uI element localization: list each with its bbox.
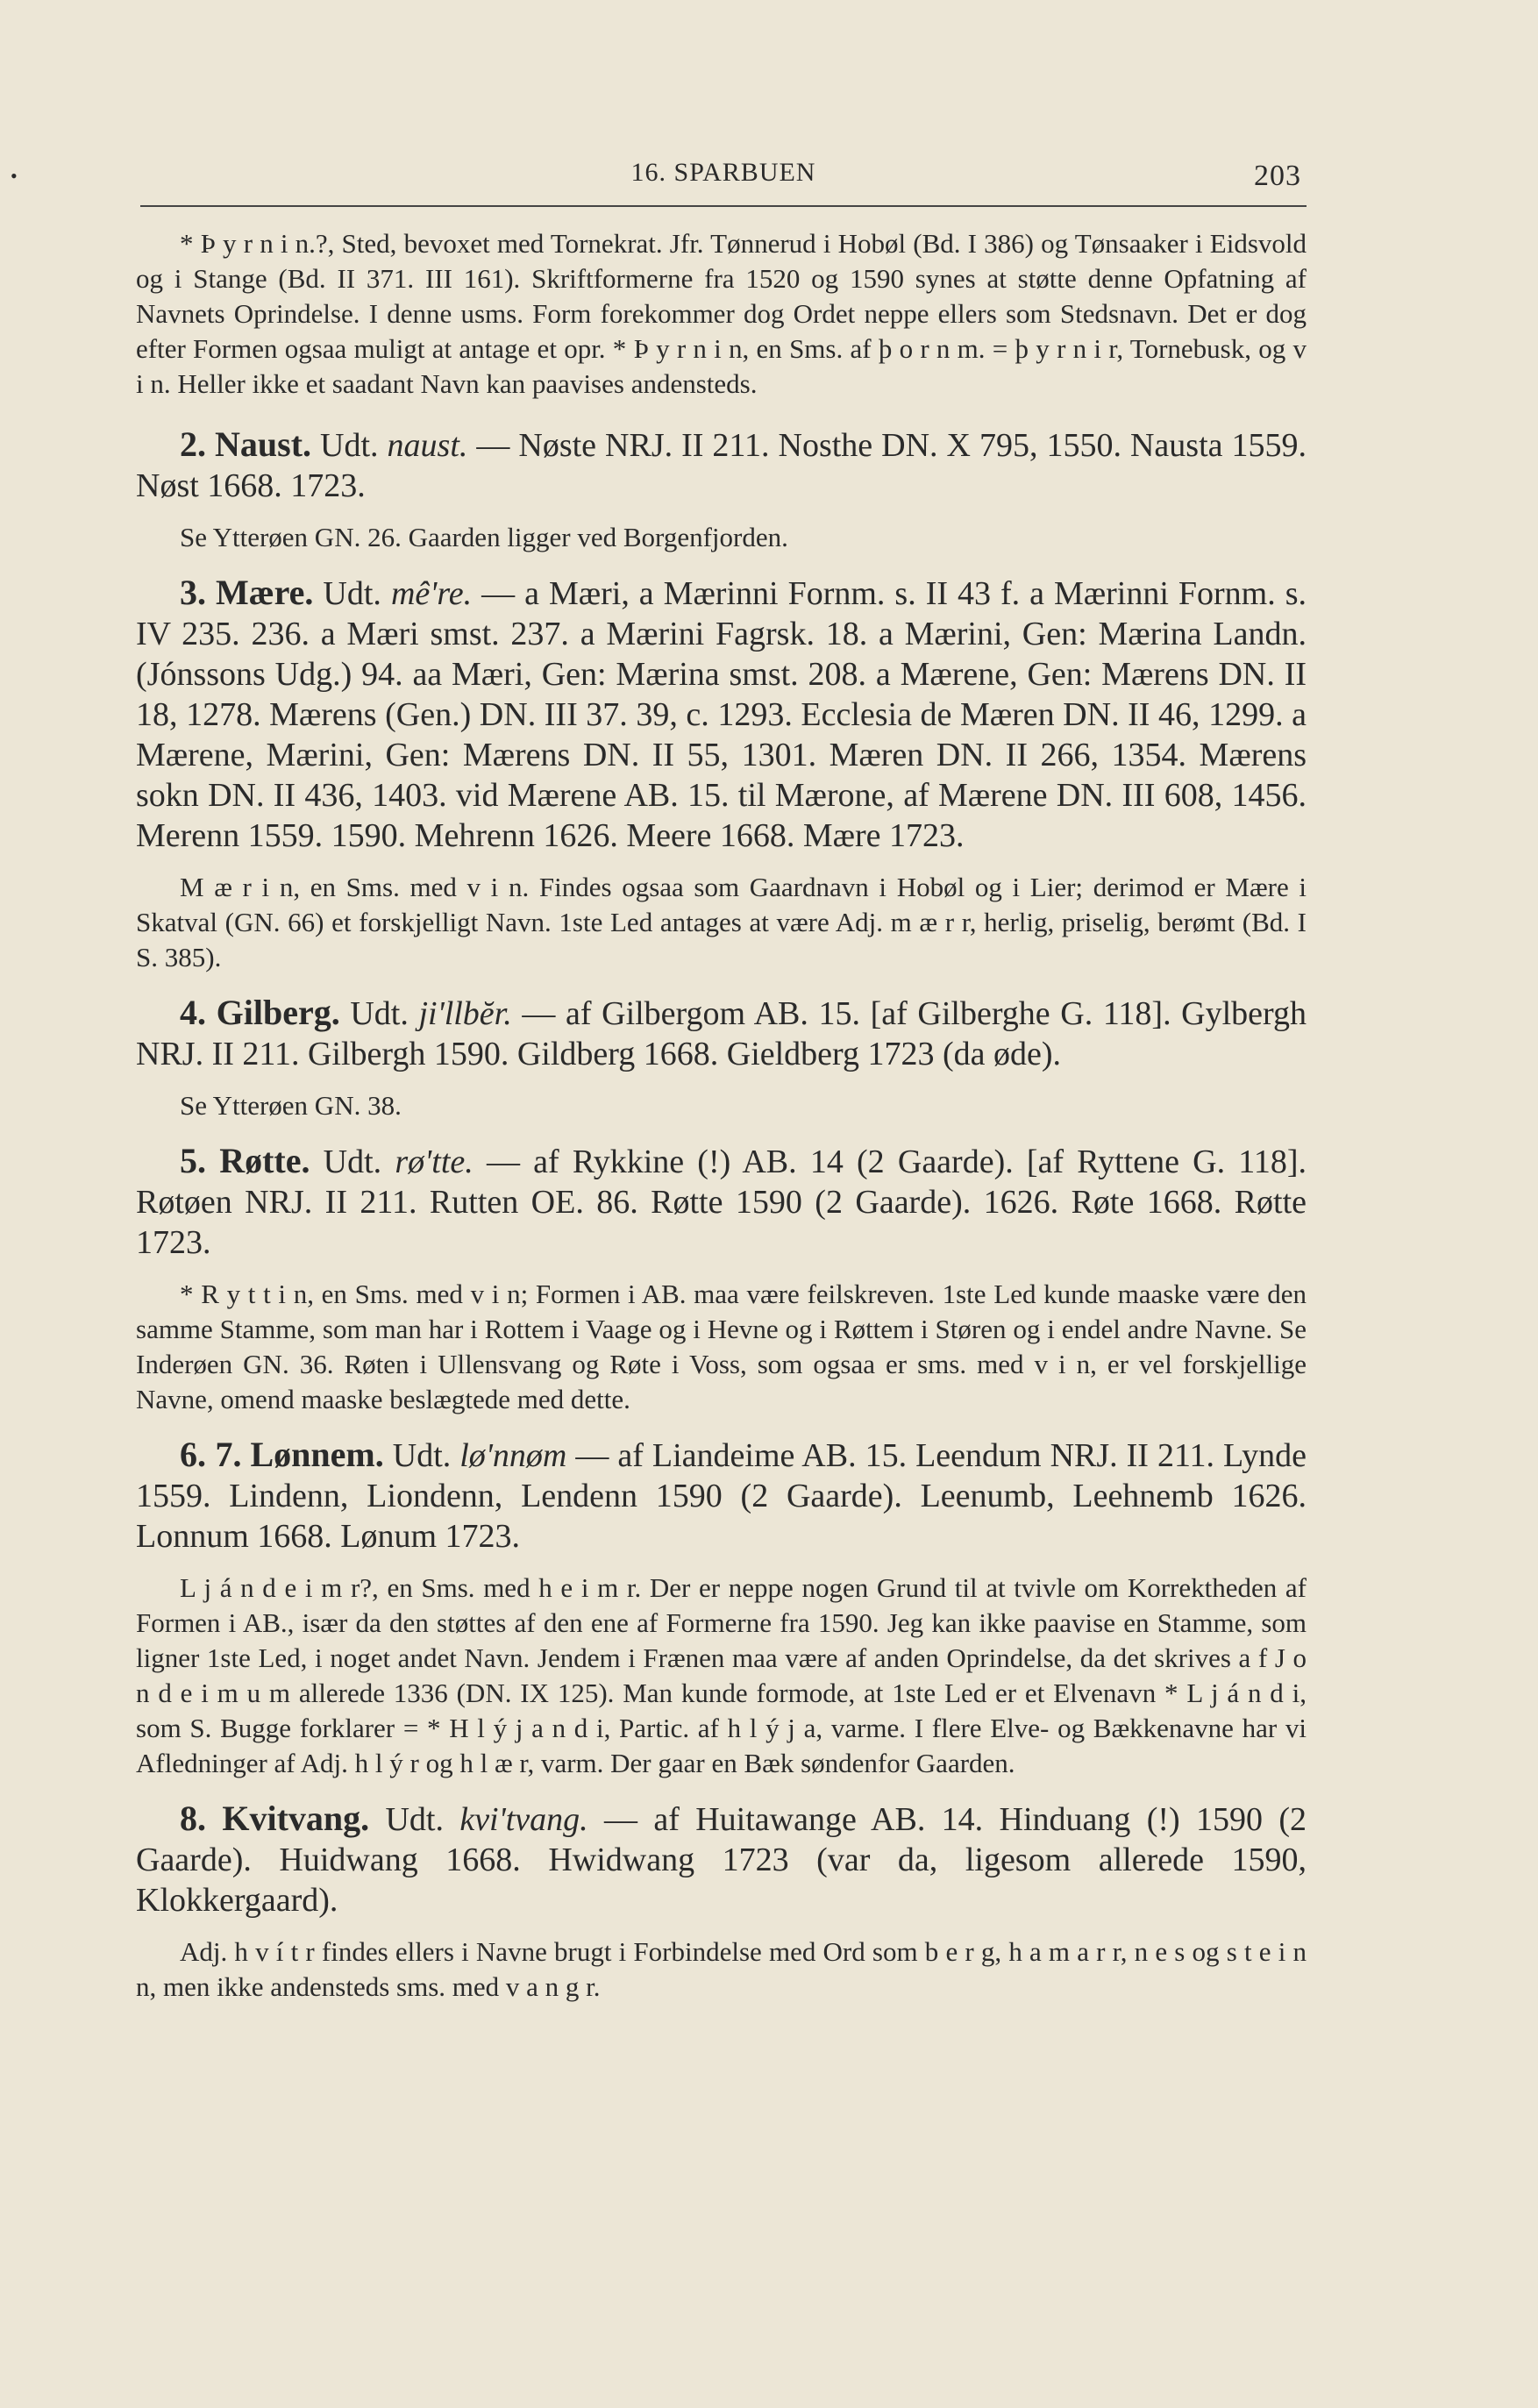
page-body — [136, 226, 1307, 2005]
entry-text: — af Gilbergom AB. 15. [af Gilberghe G. 118]. Gylbergh NRJ. II 211. Gilbergh 1590. Gildberg 1668. Gieldberg 1723 (da øde). — [136, 995, 1307, 1072]
entry-text: — af Rykkine (!) AB. 14 (2 Gaarde). [af Ryttene G. 118]. Røtøen NRJ. II 211. Rutten OE. 86. Røtte 1590 (2 Gaarde). 1626. Røte 1668. Røtte 1723. — [136, 1143, 1307, 1261]
entry-maere — [136, 573, 1307, 856]
pronunciation: lø'nnøm — [459, 1437, 567, 1474]
page-header — [140, 158, 1307, 210]
entry-name: Gilberg. — [216, 993, 340, 1032]
entry-gilberg — [136, 993, 1307, 1074]
entry-text: Udt. — [383, 1437, 460, 1474]
entry-text: — af Huitawange AB. 14. Hinduang (!) 1590 (2 Gaarde). Huidwang 1668. Hwidwang 1723 (var da, ligesom allerede 1590, Klokkergaard). — [136, 1801, 1307, 1919]
entry-number: 4. — [180, 993, 206, 1032]
entry-kvitvang — [136, 1799, 1307, 1920]
intro-note: * Þ y r n i n.?, Sted, bevoxet med Tornekrat. Jfr. Tønnerud i Hobøl (Bd. I 386) og Tønsaaker i Eidsvold og i Stange (Bd. II 371. III 161). Skriftformerne fra 1520 og 1590 synes at støtte denne Opfatning af Navnets Oprindelse. I denne usms. Form forekommer dog Ordet neppe ellers som Stedsnavn. Det er dog efter Formen ogsaa muligt at antage et opr. * Þ y r n i n, en Sms. af þ o r n m. = þ y r n i r, Tornebusk, og v i n. Heller ikke et saadant Navn kan paavises andensteds. — [136, 228, 1307, 399]
entry-number: 3. — [180, 573, 206, 612]
pronunciation: ji'llbĕr. — [418, 995, 512, 1032]
entry-name: Røtte. — [219, 1141, 310, 1180]
pronunciation: rø'tte. — [395, 1143, 474, 1180]
entry-number: 8. — [180, 1799, 206, 1838]
entry-text: Udt. — [369, 1801, 460, 1838]
pronunciation: kvi'tvang. — [459, 1801, 588, 1838]
entry-text: — Nøste NRJ. II 211. Nosthe DN. X 795, 1550. Nausta 1559. Nøst 1668. 1723. — [136, 427, 1307, 504]
entry-note: Adj. h v í t r findes ellers i Navne brugt i Forbindelse med Ord som b e r g, h a m a r r, n e s og s t e i n n, men ikke andensteds sms. med v a n g r. — [136, 1936, 1307, 2002]
entry-text: Udt. — [313, 575, 391, 612]
entry-name: Naust. — [215, 424, 312, 464]
entry-lonnem — [136, 1435, 1307, 1557]
entry-text: Udt. — [339, 995, 419, 1032]
entry-number: 5. — [180, 1141, 206, 1180]
entry-note: L j á n d e i m r?, en Sms. med h e i m r. Der er neppe nogen Grund til at tvivle om Korrektheden af Formen i AB., især da den støttes af den ene af Formerne fra 1590. Jeg kan ikke paavise en Stamme, som ligner 1ste Led, i noget andet Navn. Jendem i Frænen maa være af anden Oprindelse, da det skrives a f J o n d e i m u m allerede 1336 (DN. IX 125). Man kunde formode, at 1ste Led er et Elvenavn * L j á n d i, som S. Bugge forklarer = * H l ý j a n d i, Partic. af h l ý j a, varme. I flere Elve- og Bækkenavne har vi Afledninger af Adj. h l ý r og h l æ r, varm. Der gaar en Bæk søndenfor Gaarden. — [136, 1572, 1307, 1778]
running-head: 16. SPARBUEN — [630, 158, 816, 187]
entry-number: 2. — [180, 424, 206, 464]
entry-name: Lønnem. — [250, 1435, 384, 1474]
pronunciation: mê're. — [390, 575, 473, 612]
entry-note: * R y t t i n, en Sms. med v i n; Formen i AB. maa være feilskreven. 1ste Led kunde maaske være den samme Stamme, som man har i Rottem i Vaage og i Hevne og i Røttem i Støren og i endel andre Navne. Se Inderøen GN. 36. Røten i Ullensvang og Røte i Voss, som ogsaa er sms. med v i n, er vel forskjellige Navne, omend maaske beslægtede med dette. — [136, 1279, 1307, 1414]
margin-bullet: • — [11, 165, 18, 187]
header-rule — [140, 205, 1307, 207]
entry-text: — a Mæri, a Mærinni Fornm. s. II 43 f. a Mærinni Fornm. s. IV 235. 236. a Mæri smst. 237. a Mærini Fagrsk. 18. a Mærini, Gen: Mærina Landn. (Jónssons Udg.) 94. aa Mæri, Gen: Mærina smst. 208. a Mærene, Gen: Mærens DN. II 18, 1278. Mærens (Gen.) DN. III 37. 39, c. 1293. Ecclesia de Mæren DN. II 46, 1299. a Mærene, Mærini, Gen: Mærens DN. II 55, 1301. Mæren DN. II 266, 1354. Mærens sokn DN. II 436, 1403. vid Mærene AB. 15. til Mærone, af Mærene DN. III 608, 1456. Merenn 1559. 1590. Mehrenn 1626. Meere 1668. Mære 1723. — [136, 575, 1307, 854]
entry-note: Se Ytterøen GN. 26. Gaarden ligger ved Borgenfjorden. — [180, 522, 788, 552]
entry-note: M æ r i n, en Sms. med v i n. Findes ogsaa som Gaardnavn i Hobøl og i Lier; derimod er Mære i Skatval (GN. 66) et forskjelligt Navn. 1ste Led antages at være Adj. m æ r r, herlig, priselig, berømt (Bd. I S. 385). — [136, 872, 1307, 972]
entry-text: Udt. — [311, 427, 388, 464]
entry-text: Udt. — [310, 1143, 395, 1180]
page-number: 203 — [1254, 160, 1301, 192]
entry-note: Se Ytterøen GN. 38. — [180, 1090, 402, 1121]
entry-naust — [136, 424, 1307, 506]
entry-name: Kvitvang. — [222, 1799, 370, 1838]
pronunciation: naust. — [387, 427, 468, 464]
entry-rotte — [136, 1141, 1307, 1263]
entry-number: 6. 7. — [180, 1435, 242, 1474]
entry-name: Mære. — [216, 573, 314, 612]
entry-text: — af Liandeime AB. 15. Leendum NRJ. II 211. Lynde 1559. Lindenn, Liondenn, Lendenn 1590 (2 Gaarde). Leenumb, Leehnemb 1626. Lonnum 1668. Lønum 1723. — [136, 1437, 1307, 1555]
